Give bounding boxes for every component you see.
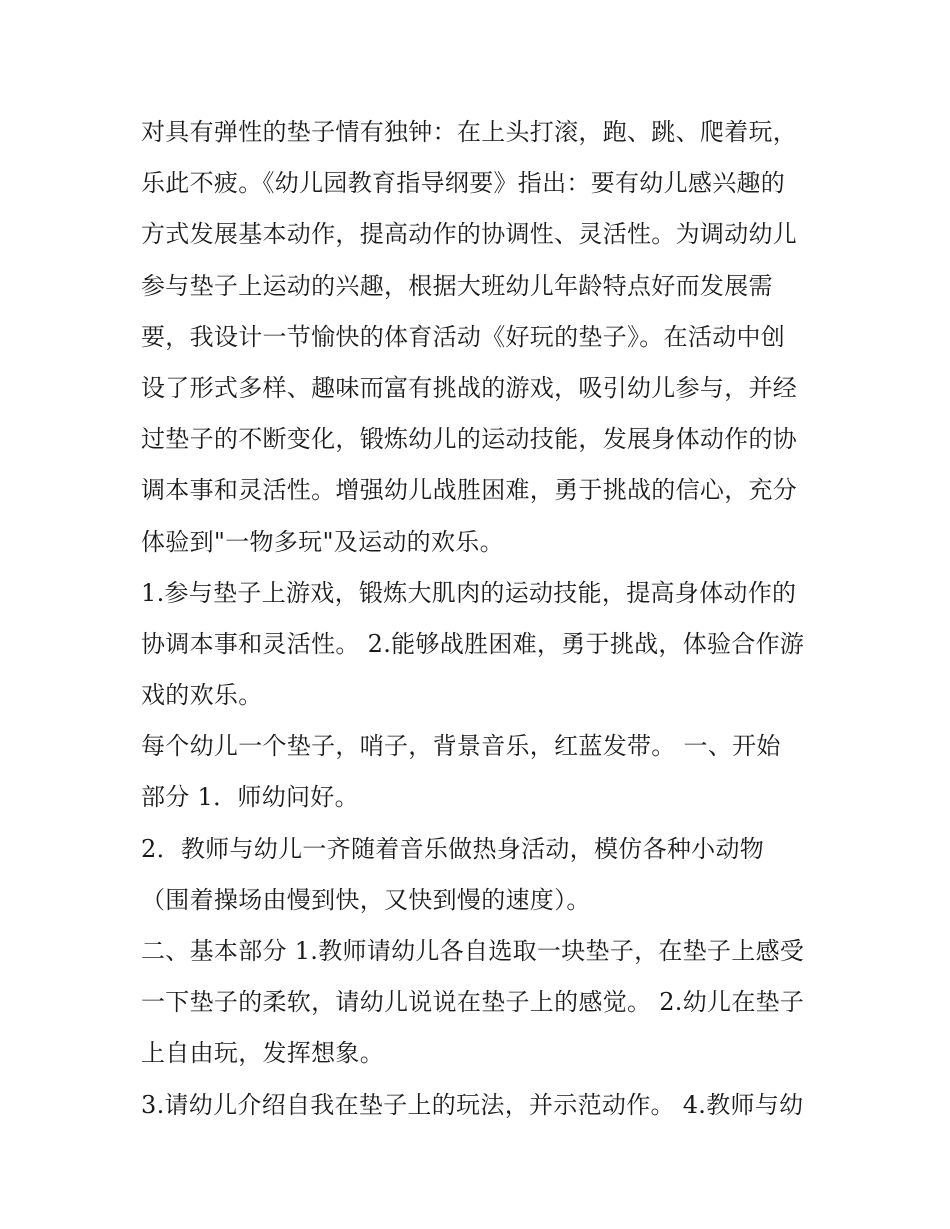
- text-line: 体验到"一物多玩"及运动的欢乐。: [141, 527, 504, 556]
- text-line: 1.参与垫子上游戏，锻炼大肌肉的运动技能，提高身体动作的: [141, 578, 797, 607]
- text-line: 要，我设计一节愉快的体育活动《好玩的垫子》。在活动中创: [141, 322, 786, 351]
- text-line: 对具有弹性的垫子情有独钟：在上头打滚，跑、跳、爬着玩，: [141, 118, 798, 146]
- text-line: 每个幼儿一个垫子，哨子，背景音乐，红蓝发带。 一、开始: [141, 732, 781, 761]
- text-line: 二、基本部分 1.教师请幼儿各自选取一块垫子，在垫子上感受: [141, 937, 805, 965]
- text-line: 3.请幼儿介绍自我在垫子上的玩法，并示范动作。 4.教师与幼: [141, 1090, 804, 1119]
- document-body: [141, 107, 813, 1131]
- text-line: 协调本事和灵活性。 2.能够战胜困难，勇于挑战，体验合作游: [141, 629, 805, 658]
- text-line: 上自由玩，发挥想象。: [141, 1039, 384, 1068]
- text-line: 设了形式多样、趣味而富有挑战的游戏，吸引幼儿参与，并经: [141, 373, 798, 402]
- text-line: 2．教师与幼儿一齐随着音乐做热身活动，模仿各种小动物: [141, 834, 765, 863]
- text-line: 方式发展基本动作，提高动作的协调性、灵活性。为调动幼儿: [141, 220, 798, 249]
- text-line: 乐此不疲。《幼儿园教育指导纲要》指出：要有幼儿感兴趣的: [141, 169, 786, 198]
- text-line: 部分 1．师幼问好。: [141, 783, 359, 812]
- text-line: （围着操场由慢到快，又快到慢的速度）。: [141, 885, 591, 914]
- text-line: 一下垫子的柔软，请幼儿说说在垫子上的感觉。 2.幼儿在垫子: [141, 988, 805, 1017]
- text-line: 戏的欢乐。: [141, 681, 263, 710]
- text-line: 参与垫子上运动的兴趣，根据大班幼儿年龄特点好而发展需: [141, 271, 773, 300]
- text-line: 调本事和灵活性。增强幼儿战胜困难，勇于挑战的信心，充分: [141, 476, 798, 505]
- text-line: 过垫子的不断变化，锻炼幼儿的运动技能，发展身体动作的协: [141, 425, 798, 454]
